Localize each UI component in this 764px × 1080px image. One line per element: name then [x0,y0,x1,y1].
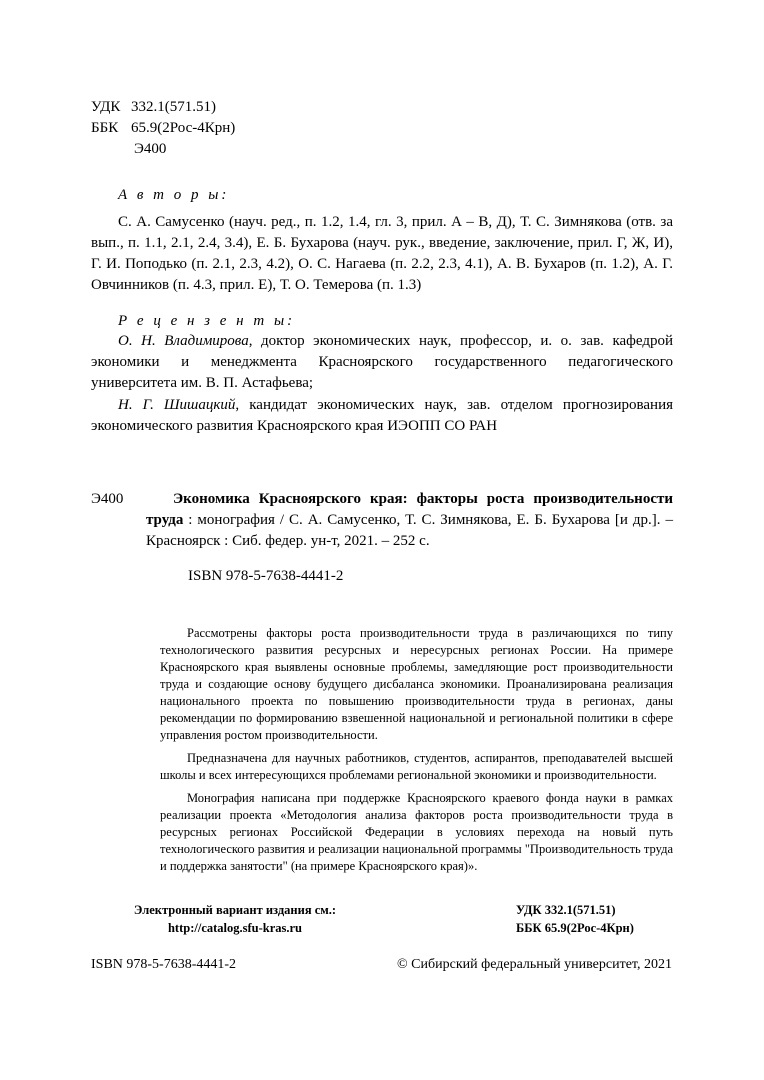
udk-value: 332.1(571.51) [131,99,216,115]
book-title: Экономика Красноярского края: факторы роста производительности труда [146,491,673,528]
author-mark: Э400 [134,141,167,157]
reviewer-description: , кандидат экономических наук, зав. отделом прогнозирования экономического развития Красноярского края ИЭОПП СО РАН [91,397,673,434]
udk-row [91,97,235,118]
bib-details: : монография / С. А. Самусенко, Т. С. Зимнякова, Е. Б. Бухарова [и др.]. – Красноярск : Сиб. федер. ун-т, 2021. – 252 с. [146,512,673,549]
bib-author-mark: Э400 [91,491,124,507]
reviewer-entry [91,331,673,394]
footer-bbk: ББК 65.9(2Рос-4Крн) [516,921,634,935]
bbk-row [91,118,235,139]
electronic-label: Электронный вариант издания см.: [133,903,337,917]
authors-list: С. А. Самусенко (науч. ред., п. 1.2, 1.4, гл. 3, прил. А – В, Д), Т. С. Зимнякова (отв. за вып., п. 1.1, 2.1, 2.4, 3.4), Е. Б. Бухарова (науч. рук., введение, заключение, прил. Г, Ж, И), Г. И. Поподько (п. 2.1, 2.3, 4.2), О. С. Нагаева (п. 2.2, 2.3, 4.1), А. В. Бухаров (п. 1.2), А. Г. Овчинников (п. 4.3, прил. Е), Т. О. Темерова (п. 1.3) [91,214,673,293]
udk-label: УДК [91,99,121,115]
reviewer-name: О. Н. Владимирова [118,333,249,349]
footer-udk: УДК 332.1(571.51) [516,903,616,917]
bbk-label: ББК [91,120,119,136]
catalog-link[interactable]: http://catalog.sfu-kras.ru [167,921,303,935]
bib-description [146,489,673,552]
abstract-paragraph: Рассмотрены факторы роста производительности труда в различающихся по типу технологического развития ресурсных и нересурсных регионах России. На примере Красноярского края выявлены основные проблемы, замедляющие рост производительности труда и создающие основу будущего дисбаланса экономики. Проанализирована реализация национального проекта по повышению производительности труда в регионах, даны рекомендации по формированию взвешенной национальной и региональной политики в сфере управления ростом производительности. [160,626,673,742]
footer-classification [516,901,634,937]
bibliographic-record [91,489,673,552]
abstract [160,625,673,875]
electronic-version-note [120,901,350,937]
bottom-isbn: ISBN 978-5-7638-4441-2 [91,957,237,972]
classification-codes [91,97,235,160]
isbn: ISBN 978-5-7638-4441-2 [188,568,344,584]
bbk-value: 65.9(2Рос-4Крн) [131,120,236,136]
copyright: © Сибирский федеральный университет, 2021 [397,957,672,972]
abstract-paragraph: Монография написана при поддержке Красноярского краевого фонда науки в рамках реализации проекта «Методология анализа факторов роста производительности труда в ресурсных регионах Российской Федерации в условиях перехода на новый путь технологического развития и реализации национальной программы "Производительность труда и поддержка занятости" (на примере Красноярского края)». [160,791,673,873]
reviewer-description: , доктор экономических наук, профессор, и. о. зав. кафедрой экономики и менеджмента Красноярского государственного педагогического университета им. В. П. Астафьева; [91,333,673,391]
reviewer-entry [91,395,673,437]
authors-heading: А в т о р ы: [118,187,230,203]
abstract-paragraph: Предназначена для научных работников, студентов, аспирантов, преподавателей высшей школы и всех интересующихся проблемами региональной экономики и производительности. [160,751,673,782]
reviewer-name: Н. Г. Шишацкий [118,397,236,413]
reviewers-heading: Р е ц е н з е н т ы: [118,313,296,329]
